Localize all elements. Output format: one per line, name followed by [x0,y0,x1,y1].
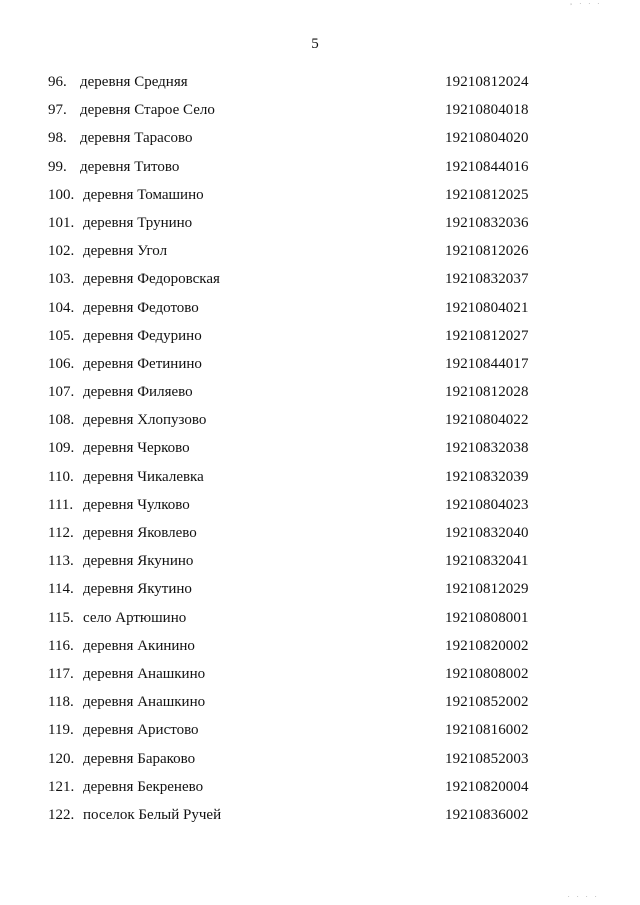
list-item [0,185,640,213]
oktmo-code: 19210844017 [445,355,529,372]
settlement-name: деревня Федотово [83,299,199,316]
item-number: 100. [48,186,75,203]
list-item [0,636,640,664]
page-number: 5 [311,36,319,52]
item-number: 113. [48,553,74,570]
list-item [0,213,640,241]
item-number: 122. [48,806,75,823]
oktmo-code: 19210832039 [445,468,529,485]
list-item [0,354,640,382]
list-item [0,269,640,297]
oktmo-code: 19210812028 [445,384,529,401]
settlement-name: деревня Угол [83,243,168,260]
oktmo-code: 19210816002 [445,722,529,739]
item-number: 109. [48,440,75,457]
list-item [0,495,640,523]
list-item [0,157,640,185]
list-item [0,551,640,579]
list-item [0,777,640,805]
oktmo-code: 19210808002 [445,665,529,682]
item-number: 102. [48,243,75,260]
item-number: 114. [48,581,74,598]
settlement-name: деревня Бараково [83,750,196,767]
oktmo-code: 19210832038 [445,440,529,457]
list-item [0,298,640,326]
oktmo-code: 19210852003 [445,750,529,767]
settlement-name: деревня Чикалевка [83,468,204,485]
item-number: 115. [48,609,74,626]
oktmo-code: 19210812027 [445,327,529,344]
list-item [0,692,640,720]
oktmo-code: 19210812025 [445,186,529,203]
item-number: 99. [48,158,67,175]
list-item [0,467,640,495]
list-item [0,128,640,156]
item-number: 105. [48,327,75,344]
list-item [0,72,640,100]
list-item [0,608,640,636]
settlement-name: деревня Хлопузово [83,412,207,429]
oktmo-code: 19210852002 [445,694,529,711]
settlement-name: деревня Старое Село [80,102,215,119]
list-item [0,241,640,269]
settlement-name: поселок Белый Ручей [83,806,222,823]
settlement-name: деревня Фетинино [83,355,202,372]
item-number: 117. [48,665,74,682]
settlement-name: село Артюшино [83,609,187,626]
settlement-name: деревня Анашкино [83,665,206,682]
item-number: 121. [48,778,75,795]
settlement-name: деревня Средняя [80,74,188,90]
oktmo-code: 19210804018 [445,102,529,119]
list-item [0,579,640,607]
settlement-name: деревня Федурино [83,327,202,344]
item-number: 96. [48,74,67,90]
settlement-name: деревня Титово [80,158,180,175]
oktmo-code: 19210832037 [445,271,529,288]
list-item [0,749,640,777]
oktmo-code: 19210804023 [445,496,529,513]
item-number: 106. [48,355,75,372]
settlement-list [0,72,640,833]
oktmo-code: 19210804021 [445,299,529,316]
item-number: 120. [48,750,75,767]
settlement-name: деревня Акинино [83,637,195,654]
item-number: 101. [48,214,75,231]
list-item [0,720,640,748]
scan-mark-top: ‚ . . . [570,0,602,6]
oktmo-code: 19210804020 [445,130,529,147]
oktmo-code: 19210820004 [445,778,529,795]
item-number: 97. [48,102,67,119]
oktmo-code: 19210820002 [445,637,529,654]
settlement-name: деревня Томашино [83,186,204,203]
item-number: 111. [48,496,74,513]
settlement-name: деревня Якунино [83,553,194,570]
settlement-name: деревня Филяево [83,384,193,401]
item-number: 104. [48,299,75,316]
settlement-name: деревня Трунино [83,214,193,231]
item-number: 116. [48,637,74,654]
oktmo-code: 19210812024 [445,74,529,90]
item-number: 112. [48,525,74,541]
item-number: 107. [48,384,75,401]
oktmo-code: 19210812029 [445,581,529,598]
list-item [0,326,640,354]
settlement-name: деревня Яковлево [83,525,197,541]
list-item [0,438,640,466]
settlement-name: деревня Аристово [83,722,199,739]
list-item [0,100,640,128]
list-item [0,805,640,833]
oktmo-code: 19210832036 [445,214,529,231]
item-number: 103. [48,271,75,288]
oktmo-code: 19210844016 [445,158,529,175]
list-item [0,410,640,438]
oktmo-code: 19210812026 [445,243,529,260]
settlement-name: деревня Чулково [83,496,190,513]
item-number: 110. [48,468,74,485]
list-item [0,664,640,692]
oktmo-code: 19210808001 [445,609,529,626]
oktmo-code: 19210836002 [445,806,529,823]
item-number: 108. [48,412,75,429]
oktmo-code: 19210832041 [445,553,529,570]
oktmo-code: 19210832040 [445,525,529,541]
item-number: 118. [48,694,74,711]
settlement-name: деревня Тарасово [80,130,193,147]
item-number: 98. [48,130,67,147]
settlement-name: деревня Бекренево [83,778,204,795]
oktmo-code: 19210804022 [445,412,529,429]
scan-mark-bottom: . . . . [568,893,600,899]
item-number: 119. [48,722,74,739]
list-item [0,382,640,410]
settlement-name: деревня Черково [83,440,190,457]
settlement-name: деревня Федоровская [83,271,220,288]
settlement-name: деревня Якутино [83,581,192,598]
settlement-name: деревня Анашкино [83,694,206,711]
list-item [0,523,640,551]
